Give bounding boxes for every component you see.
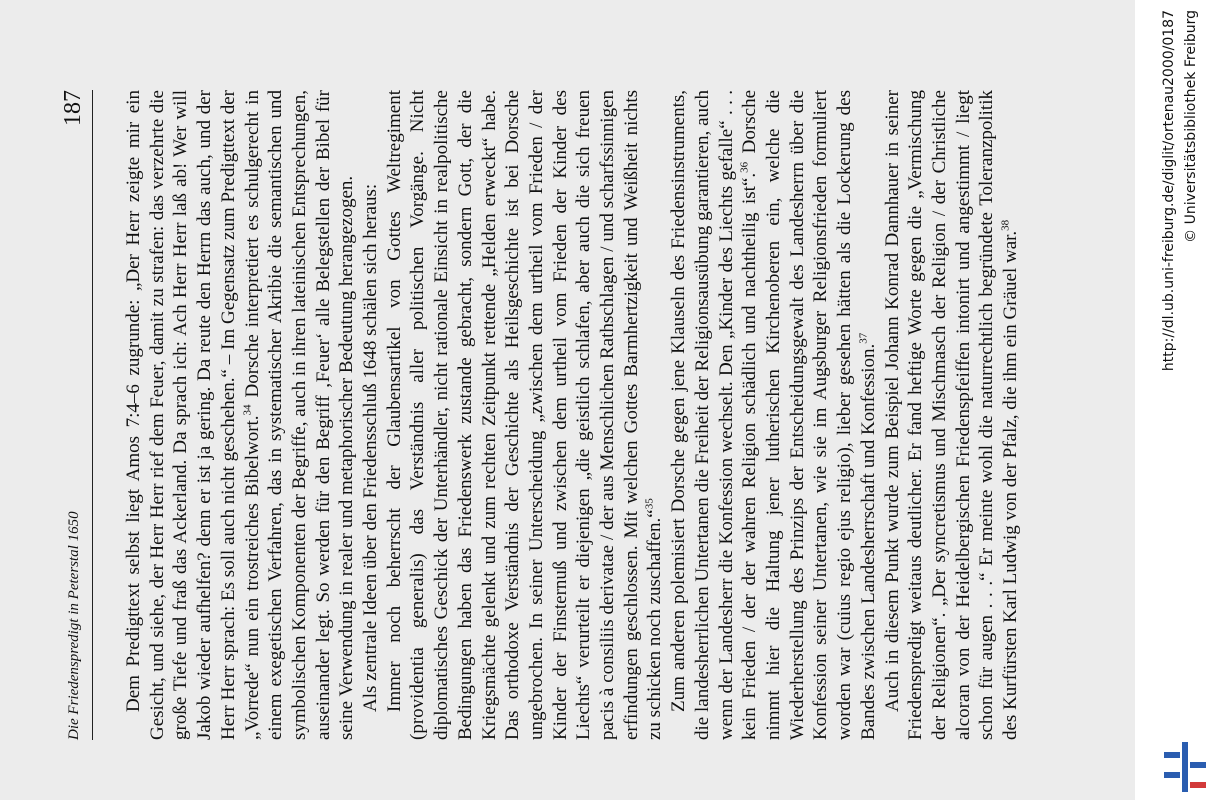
ub-freiburg-logo-icon (1162, 742, 1208, 792)
paragraph (383, 90, 667, 740)
paragraph-text: Auch in diesem Punkt wurde zum Beispiel Johann Konrad Dannhauer in seiner Friedenspredigt weitaus deutlicher. Er fand heftige Worte gegen die „Vermischung der Religionen“. „Der syncretismus und Mischmasch der Religion / der Christliche alcoran von der Heidelbergischen Friedenspfeiffen intonirt und angestimmt / liegt schon für augen . . .“ Er meinte wohl die naturrechtlich begründete Toleranzpolitik des Kurfürsten Karl Ludwig von der Pfalz, die ihm ein Gräuel war. (881, 90, 1022, 740)
running-head (58, 90, 93, 740)
footnote-ref: 34 (241, 404, 254, 416)
footnote-ref: 38 (999, 219, 1012, 231)
copyright-wrapper (1183, 10, 1203, 630)
source-url-wrapper (1161, 10, 1181, 630)
logo-graphic (1162, 742, 1208, 792)
paragraph-text: Als zentrale Ideen über den Friedensschluß 1648 schälen sich heraus: (360, 183, 382, 712)
body-text (122, 90, 1023, 740)
paragraph-text: Zum anderen polemisiert Dorsche gegen jene Klauseln des Friedensinstruments, die landesherrlichen Untertanen die Freiheit der Religionsausübung garantieren, auch wenn der Landesherr die Konfession wechselt. Den „Kinder des Liechts gefalle“ . . . kein Frieden / der der wahren Religion schädlich und nachtheilig ist“. (668, 90, 761, 740)
paragraph-text: Dorsche nimmt hier die Haltung jener lutherischen Kirchenoberen ein, welche die Wiederherstellung des Prinzips der Entscheidungsgewalt des Landesherrn über die Konfession seiner Untertanen, wie sie im Augsburger Religionsfrieden formuliert worden war (cuius regio ejus religio), lieber gesehen hätten als die Lockerung des Bandes zwischen Landesherrschaft und Konfession. (739, 90, 879, 740)
paragraph-text: Immer noch beherrscht der Glaubensartikel von Gottes Weltregiment (providentia generalis) das Verständnis aller politischen Vorgänge. Nicht diplomatisches Geschick der Unterhändler, nicht rationale Einsicht in realpolitische Bedingungen haben das Friedenswerk zustande gebracht, sondern Gott, der die Kriegsmächte gelenkt und zum rechten Zeitpunkt rettende „Helden erweckt“ habe. Das orthodoxe Verständnis der Geschichte als Heilsgeschichte ist bei Dorsche ungebrochen. In seiner Unterscheidung „zwischen dem urtheil vom Frieden / der Kinder der Finsternuß und zwischen dem urtheil vom Frieden der Kinder des Liechts“ verurteilt er diejenigen „die geistlich schlafen, aber auch die sich freuen pacis à consiliis derivatae / der aus Menschlichen Rathschlagen / und scharfssinnigen erfindungen geschlossen. Mit welchen Gottes Barmhertzigkeit und Weißheit nichts zu schicken noch zuschaffen.“ (383, 90, 666, 740)
paragraph (667, 90, 880, 740)
footnote-ref: 35 (644, 498, 657, 510)
paragraph (359, 90, 383, 740)
paragraph-text: Dorsche interpretiert es schulgerecht in einem exegetischen Verfahren, das in systematischer Akribie die semantischen und symbolischen Komponenten der Begriffe, auch in ihren lateinischen Entsprechungen, auseinander legt. So werden für den Begriff ‚Feuer‘ alle Belegstellen der Bibel für seine Verwendung in realer und metaphorischer Bedeutung herangezogen. (241, 90, 358, 740)
paragraph (881, 90, 1023, 740)
paragraph (122, 90, 359, 740)
source-url[interactable]: http://dl.ub.uni-freiburg.de/diglit/ortenau2000/0187 (1161, 10, 1177, 372)
copyright-notice: © Universitätsbibliothek Freiburg (1183, 10, 1199, 243)
footnote-ref: 36 (738, 161, 751, 173)
paragraph-text: Dem Predigttext selbst liegt Amos 7:4–6 zugrunde: „Der Herr zeigte mir ein Gesicht, und siehe, der Herr Herr rief dem Feuer, damit zu strafen: das verzehrte die große Tiefe und fraß das Ackerland. Da sprach ich: Ach Herr Herr laß ab! Wer will Jakob wieder aufhelfen? denn er ist ja gering. Da reute den Herrn das auch, und der Herr Herr sprach: Es soll auch nicht geschehen.“ – Im Gegensatz zum Predigttext der „Vorrede“ nun ein trostreiches Bibelwort. (123, 90, 263, 740)
footnote-ref: 37 (857, 332, 870, 344)
page-number: 187 (60, 90, 86, 126)
running-title: Die Friedenspredigt in Peterstal 1650 (66, 511, 82, 740)
